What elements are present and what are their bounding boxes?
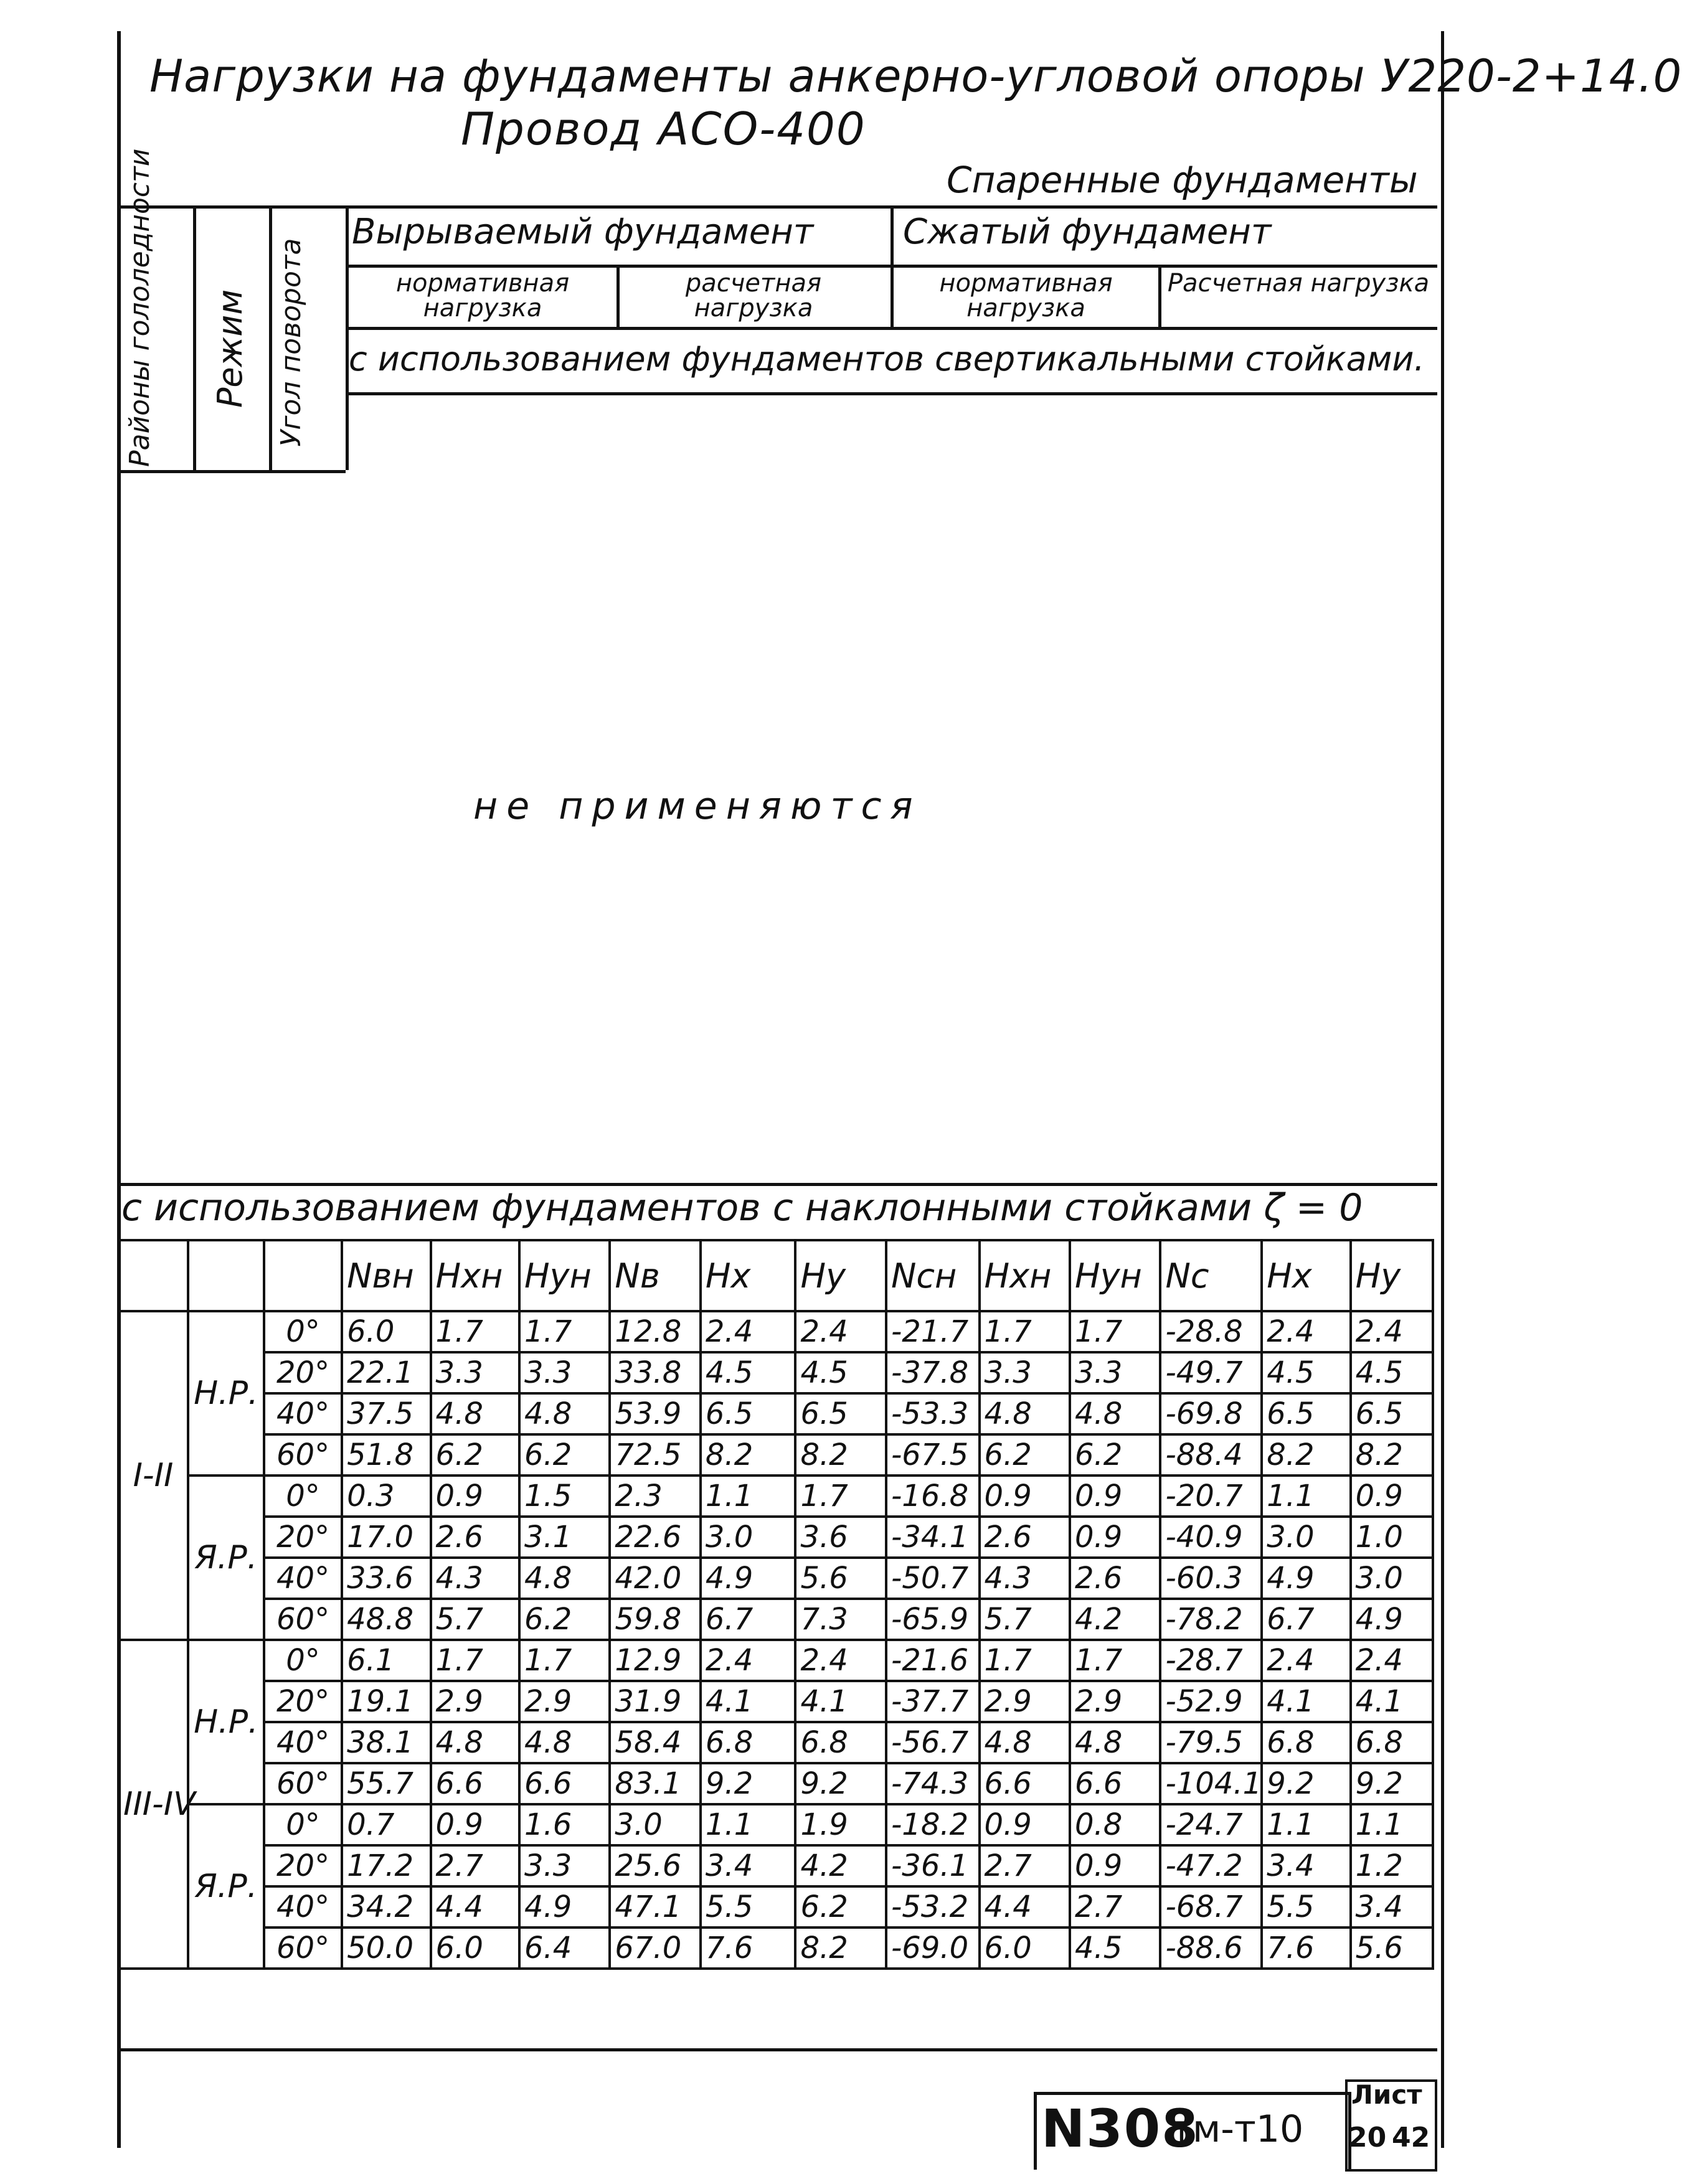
value-cell: 5.6 bbox=[795, 1558, 886, 1599]
col-header-nb: Nв bbox=[610, 1240, 700, 1311]
header-top-line bbox=[117, 205, 1437, 209]
value-cell: -69.8 bbox=[1160, 1393, 1262, 1434]
value-cell: 1.1 bbox=[1262, 1804, 1350, 1845]
col-header-nc: Nc bbox=[1160, 1240, 1262, 1311]
blank-header-cell bbox=[264, 1240, 342, 1311]
value-cell: 6.6 bbox=[980, 1763, 1070, 1804]
value-cell: 6.7 bbox=[1262, 1599, 1350, 1640]
value-cell: 4.5 bbox=[1262, 1352, 1350, 1393]
table-row bbox=[118, 1804, 1433, 1845]
value-cell: 0.9 bbox=[980, 1476, 1070, 1517]
value-cell: 6.8 bbox=[795, 1722, 886, 1763]
value-cell: 1.7 bbox=[431, 1640, 519, 1681]
value-cell: 50.0 bbox=[342, 1927, 430, 1969]
value-cell: 3.3 bbox=[431, 1352, 519, 1393]
design-load-header: расчетная нагрузка bbox=[685, 269, 822, 322]
region-cell: I-II bbox=[118, 1311, 188, 1640]
col-header-nb-normative: Nвн bbox=[342, 1240, 430, 1311]
value-cell: 4.5 bbox=[795, 1352, 886, 1393]
value-cell: 6.0 bbox=[980, 1927, 1070, 1969]
col-header-hy: Hy bbox=[795, 1240, 886, 1311]
value-cell: 4.1 bbox=[1351, 1681, 1433, 1722]
value-cell: 4.8 bbox=[431, 1393, 519, 1434]
value-cell: 3.0 bbox=[701, 1517, 796, 1558]
value-cell: 6.0 bbox=[431, 1927, 519, 1969]
value-cell: 9.2 bbox=[1351, 1763, 1433, 1804]
angle-cell: 40° bbox=[264, 1558, 342, 1599]
value-cell: 37.5 bbox=[342, 1393, 430, 1434]
value-cell: 0.9 bbox=[980, 1804, 1070, 1845]
value-cell: 5.7 bbox=[431, 1599, 519, 1640]
value-cell: -52.9 bbox=[1160, 1681, 1262, 1722]
angle-cell: 0° bbox=[264, 1311, 342, 1352]
value-cell: -60.3 bbox=[1160, 1558, 1262, 1599]
normative-load-header: нормативная нагрузка bbox=[395, 269, 570, 322]
value-cell: -88.4 bbox=[1160, 1434, 1262, 1476]
value-cell: 2.7 bbox=[980, 1845, 1070, 1886]
table-row bbox=[118, 1558, 1433, 1599]
table-row bbox=[118, 1763, 1433, 1804]
header-vline-right-sub bbox=[1158, 265, 1161, 327]
region-cell: III-IV bbox=[118, 1640, 188, 1969]
header-line-4 bbox=[346, 392, 1437, 395]
value-cell: 4.5 bbox=[1351, 1352, 1433, 1393]
angle-cell: 0° bbox=[264, 1804, 342, 1845]
value-cell: 1.6 bbox=[519, 1804, 610, 1845]
value-cell: 6.1 bbox=[342, 1640, 430, 1681]
table-row bbox=[118, 1845, 1433, 1886]
value-cell: 1.0 bbox=[1351, 1517, 1433, 1558]
table-row bbox=[118, 1476, 1433, 1517]
value-cell: 5.7 bbox=[980, 1599, 1070, 1640]
value-cell: -47.2 bbox=[1160, 1845, 1262, 1886]
header-vline-2 bbox=[269, 205, 272, 470]
angle-cell: 40° bbox=[264, 1886, 342, 1927]
vertical-posts-section-title: с использованием фундаментов свертикальными стойками. bbox=[349, 339, 1425, 379]
blank-header-cell bbox=[188, 1240, 264, 1311]
value-cell: 2.9 bbox=[980, 1681, 1070, 1722]
table-row bbox=[118, 1722, 1433, 1763]
value-cell: 3.6 bbox=[795, 1517, 886, 1558]
value-cell: 6.5 bbox=[795, 1393, 886, 1434]
col-header-hy-normative-c: Hyн bbox=[1070, 1240, 1160, 1311]
value-cell: 3.0 bbox=[1262, 1517, 1350, 1558]
table-row bbox=[118, 1640, 1433, 1681]
value-cell: 3.1 bbox=[519, 1517, 610, 1558]
value-cell: 2.4 bbox=[1351, 1640, 1433, 1681]
value-cell: 3.4 bbox=[701, 1845, 796, 1886]
value-cell: 4.1 bbox=[1262, 1681, 1350, 1722]
col-header-hy-c: Hy bbox=[1351, 1240, 1433, 1311]
value-cell: 1.7 bbox=[1070, 1640, 1160, 1681]
value-cell: 6.5 bbox=[1351, 1393, 1433, 1434]
table-row bbox=[118, 1434, 1433, 1476]
value-cell: 6.5 bbox=[701, 1393, 796, 1434]
loads-table bbox=[117, 1239, 1434, 1970]
value-cell: 22.1 bbox=[342, 1352, 430, 1393]
value-cell: 4.9 bbox=[1351, 1599, 1433, 1640]
value-cell: 2.4 bbox=[701, 1311, 796, 1352]
value-cell: 6.4 bbox=[519, 1927, 610, 1969]
value-cell: 1.1 bbox=[701, 1804, 796, 1845]
value-cell: 4.4 bbox=[980, 1886, 1070, 1927]
rotation-angle-label: Угол поворота bbox=[275, 238, 307, 447]
value-cell: 6.6 bbox=[431, 1763, 519, 1804]
col-header-hx-normative: Hxн bbox=[431, 1240, 519, 1311]
value-cell: 3.3 bbox=[519, 1352, 610, 1393]
value-cell: 1.7 bbox=[519, 1640, 610, 1681]
header-line-3 bbox=[346, 327, 1437, 330]
value-cell: 25.6 bbox=[610, 1845, 700, 1886]
not-used-note: не применяются bbox=[473, 784, 922, 828]
value-cell: 12.9 bbox=[610, 1640, 700, 1681]
stamp-top-line bbox=[117, 2048, 1437, 2051]
value-cell: 19.1 bbox=[342, 1681, 430, 1722]
value-cell: 8.2 bbox=[795, 1927, 886, 1969]
value-cell: -28.7 bbox=[1160, 1640, 1262, 1681]
angle-cell: 40° bbox=[264, 1393, 342, 1434]
value-cell: 38.1 bbox=[342, 1722, 430, 1763]
value-cell: 1.7 bbox=[1070, 1311, 1160, 1352]
sheet-total: 42 bbox=[1392, 2122, 1430, 2153]
value-cell: 4.8 bbox=[980, 1722, 1070, 1763]
value-cell: 3.3 bbox=[519, 1845, 610, 1886]
value-cell: 4.4 bbox=[431, 1886, 519, 1927]
value-cell: 2.9 bbox=[431, 1681, 519, 1722]
value-cell: 3.0 bbox=[1351, 1558, 1433, 1599]
value-cell: -36.1 bbox=[886, 1845, 980, 1886]
value-cell: -65.9 bbox=[886, 1599, 980, 1640]
value-cell: 2.9 bbox=[1070, 1681, 1160, 1722]
mode-cell: Н.Р. bbox=[188, 1311, 264, 1476]
angle-cell: 20° bbox=[264, 1681, 342, 1722]
value-cell: 3.0 bbox=[610, 1804, 700, 1845]
value-cell: 5.5 bbox=[701, 1886, 796, 1927]
angle-cell: 20° bbox=[264, 1352, 342, 1393]
page-title: Нагрузки на фундаменты анкерно-угловой опоры У220-2+14.0 bbox=[149, 50, 1682, 102]
value-cell: 6.6 bbox=[519, 1763, 610, 1804]
value-cell: 0.9 bbox=[1070, 1517, 1160, 1558]
pulled-foundation-header: Вырываемый фундамент bbox=[352, 212, 814, 252]
value-cell: 1.7 bbox=[519, 1311, 610, 1352]
value-cell: 6.8 bbox=[1262, 1722, 1350, 1763]
value-cell: 6.2 bbox=[519, 1434, 610, 1476]
compressed-foundation-header: Сжатый фундамент bbox=[903, 212, 1272, 252]
blank-header-cell bbox=[118, 1240, 188, 1311]
value-cell: 0.9 bbox=[1070, 1476, 1160, 1517]
value-cell: 4.1 bbox=[701, 1681, 796, 1722]
value-cell: -37.8 bbox=[886, 1352, 980, 1393]
normative-load-compressed-header: нормативная нагрузка bbox=[939, 269, 1113, 322]
value-cell: 5.6 bbox=[1351, 1927, 1433, 1969]
paired-foundations-label: Спаренные фундаменты bbox=[947, 159, 1418, 201]
drawing-number: N308 bbox=[1041, 2098, 1199, 2159]
value-cell: 53.9 bbox=[610, 1393, 700, 1434]
col-header-hx-normative-c: Hxн bbox=[980, 1240, 1070, 1311]
angle-cell: 60° bbox=[264, 1763, 342, 1804]
value-cell: 1.7 bbox=[431, 1311, 519, 1352]
value-cell: 4.3 bbox=[431, 1558, 519, 1599]
table-row bbox=[118, 1517, 1433, 1558]
table-row bbox=[118, 1393, 1433, 1434]
value-cell: -50.7 bbox=[886, 1558, 980, 1599]
header-vline-mid bbox=[891, 205, 894, 327]
value-cell: 1.7 bbox=[980, 1640, 1070, 1681]
value-cell: -53.2 bbox=[886, 1886, 980, 1927]
mode-cell: Я.Р. bbox=[188, 1804, 264, 1969]
value-cell: 4.8 bbox=[1070, 1722, 1160, 1763]
value-cell: 42.0 bbox=[610, 1558, 700, 1599]
value-cell: 9.2 bbox=[1262, 1763, 1350, 1804]
angle-cell: 60° bbox=[264, 1927, 342, 1969]
value-cell: 2.3 bbox=[610, 1476, 700, 1517]
value-cell: 6.2 bbox=[1070, 1434, 1160, 1476]
value-cell: 0.7 bbox=[342, 1804, 430, 1845]
value-cell: 1.1 bbox=[1262, 1476, 1350, 1517]
value-cell: 4.9 bbox=[519, 1886, 610, 1927]
angle-cell: 20° bbox=[264, 1845, 342, 1886]
value-cell: 31.9 bbox=[610, 1681, 700, 1722]
value-cell: 6.2 bbox=[431, 1434, 519, 1476]
value-cell: 2.4 bbox=[1351, 1311, 1433, 1352]
value-cell: 72.5 bbox=[610, 1434, 700, 1476]
value-cell: -24.7 bbox=[1160, 1804, 1262, 1845]
header-vline-left-sub bbox=[617, 265, 620, 327]
value-cell: 2.6 bbox=[980, 1517, 1070, 1558]
value-cell: 0.3 bbox=[342, 1476, 430, 1517]
value-cell: 6.2 bbox=[980, 1434, 1070, 1476]
value-cell: 1.7 bbox=[795, 1476, 886, 1517]
value-cell: 4.8 bbox=[519, 1558, 610, 1599]
table-row bbox=[118, 1886, 1433, 1927]
value-cell: 2.4 bbox=[701, 1640, 796, 1681]
value-cell: 6.6 bbox=[1070, 1763, 1160, 1804]
value-cell: -67.5 bbox=[886, 1434, 980, 1476]
value-cell: 8.2 bbox=[701, 1434, 796, 1476]
value-cell: 4.5 bbox=[1070, 1927, 1160, 1969]
header-vline-1 bbox=[193, 205, 196, 470]
table-row bbox=[118, 1599, 1433, 1640]
value-cell: -68.7 bbox=[1160, 1886, 1262, 1927]
value-cell: 4.8 bbox=[1070, 1393, 1160, 1434]
value-cell: 3.4 bbox=[1351, 1886, 1433, 1927]
value-cell: -69.0 bbox=[886, 1927, 980, 1969]
value-cell: -21.7 bbox=[886, 1311, 980, 1352]
value-cell: 8.2 bbox=[1351, 1434, 1433, 1476]
value-cell: 5.5 bbox=[1262, 1886, 1350, 1927]
value-cell: 6.5 bbox=[1262, 1393, 1350, 1434]
value-cell: -34.1 bbox=[886, 1517, 980, 1558]
value-cell: 1.2 bbox=[1351, 1845, 1433, 1886]
value-cell: -16.8 bbox=[886, 1476, 980, 1517]
value-cell: 33.6 bbox=[342, 1558, 430, 1599]
value-cell: 55.7 bbox=[342, 1763, 430, 1804]
value-cell: 22.6 bbox=[610, 1517, 700, 1558]
mode-label: Режим bbox=[210, 289, 250, 408]
value-cell: 0.9 bbox=[1070, 1845, 1160, 1886]
value-cell: 2.6 bbox=[1070, 1558, 1160, 1599]
sheet-label: Лист bbox=[1351, 2079, 1422, 2110]
angle-cell: 20° bbox=[264, 1517, 342, 1558]
value-cell: 4.8 bbox=[431, 1722, 519, 1763]
value-cell: 6.2 bbox=[519, 1599, 610, 1640]
value-cell: 2.4 bbox=[795, 1640, 886, 1681]
value-cell: 4.8 bbox=[519, 1722, 610, 1763]
value-cell: -53.3 bbox=[886, 1393, 980, 1434]
col-header-hx: Hx bbox=[701, 1240, 796, 1311]
value-cell: 59.8 bbox=[610, 1599, 700, 1640]
value-cell: 4.2 bbox=[795, 1845, 886, 1886]
value-cell: -40.9 bbox=[1160, 1517, 1262, 1558]
col-header-hy-normative: Hyн bbox=[519, 1240, 610, 1311]
value-cell: -79.5 bbox=[1160, 1722, 1262, 1763]
value-cell: 4.8 bbox=[980, 1393, 1070, 1434]
value-cell: 2.9 bbox=[519, 1681, 610, 1722]
value-cell: 12.8 bbox=[610, 1311, 700, 1352]
mode-cell: Я.Р. bbox=[188, 1476, 264, 1640]
value-cell: -78.2 bbox=[1160, 1599, 1262, 1640]
value-cell: -20.7 bbox=[1160, 1476, 1262, 1517]
header-vline-3 bbox=[346, 205, 349, 470]
value-cell: 33.8 bbox=[610, 1352, 700, 1393]
value-cell: 2.4 bbox=[1262, 1311, 1350, 1352]
value-cell: -21.6 bbox=[886, 1640, 980, 1681]
inclined-posts-section-title: с использованием фундаментов с наклонными стойками ζ = 0 bbox=[121, 1186, 1363, 1230]
value-cell: 3.3 bbox=[1070, 1352, 1160, 1393]
sheet-number: 20 bbox=[1348, 2122, 1387, 2153]
value-cell: 2.7 bbox=[431, 1845, 519, 1886]
value-cell: -49.7 bbox=[1160, 1352, 1262, 1393]
value-cell: 6.7 bbox=[701, 1599, 796, 1640]
value-cell: 3.3 bbox=[980, 1352, 1070, 1393]
value-cell: 1.1 bbox=[701, 1476, 796, 1517]
value-cell: 4.1 bbox=[795, 1681, 886, 1722]
value-cell: 51.8 bbox=[342, 1434, 430, 1476]
value-cell: -74.3 bbox=[886, 1763, 980, 1804]
value-cell: 58.4 bbox=[610, 1722, 700, 1763]
ice-regions-label: Районы гололедности bbox=[124, 148, 156, 467]
angle-cell: 60° bbox=[264, 1599, 342, 1640]
table-row bbox=[118, 1311, 1433, 1352]
value-cell: 8.2 bbox=[795, 1434, 886, 1476]
value-cell: 1.7 bbox=[980, 1311, 1070, 1352]
value-cell: -88.6 bbox=[1160, 1927, 1262, 1969]
value-cell: -37.7 bbox=[886, 1681, 980, 1722]
value-cell: 7.6 bbox=[1262, 1927, 1350, 1969]
value-cell: 9.2 bbox=[795, 1763, 886, 1804]
value-cell: 0.9 bbox=[431, 1804, 519, 1845]
value-cell: 7.6 bbox=[701, 1927, 796, 1969]
design-load-compressed-header: Расчетная нагрузка bbox=[1167, 269, 1430, 298]
col-header-hx-c: Hx bbox=[1262, 1240, 1350, 1311]
value-cell: 2.4 bbox=[1262, 1640, 1350, 1681]
wire-title: Провод АСО-400 bbox=[461, 103, 866, 155]
value-cell: 4.9 bbox=[1262, 1558, 1350, 1599]
value-cell: 9.2 bbox=[701, 1763, 796, 1804]
value-cell: 3.4 bbox=[1262, 1845, 1350, 1886]
angle-cell: 0° bbox=[264, 1476, 342, 1517]
value-cell: 4.8 bbox=[519, 1393, 610, 1434]
value-cell: 17.0 bbox=[342, 1517, 430, 1558]
value-cell: -18.2 bbox=[886, 1804, 980, 1845]
value-cell: 17.2 bbox=[342, 1845, 430, 1886]
angle-cell: 0° bbox=[264, 1640, 342, 1681]
value-cell: 1.9 bbox=[795, 1804, 886, 1845]
value-cell: 2.4 bbox=[795, 1311, 886, 1352]
value-cell: -56.7 bbox=[886, 1722, 980, 1763]
value-cell: 4.3 bbox=[980, 1558, 1070, 1599]
loads-header-row bbox=[118, 1240, 1433, 1311]
value-cell: 2.7 bbox=[1070, 1886, 1160, 1927]
value-cell: 67.0 bbox=[610, 1927, 700, 1969]
value-cell: 6.8 bbox=[701, 1722, 796, 1763]
value-cell: 7.3 bbox=[795, 1599, 886, 1640]
value-cell: 0.9 bbox=[431, 1476, 519, 1517]
value-cell: 83.1 bbox=[610, 1763, 700, 1804]
value-cell: 2.6 bbox=[431, 1517, 519, 1558]
mode-cell: Н.Р. bbox=[188, 1640, 264, 1804]
drawing-code: тм-т10 bbox=[1171, 2107, 1304, 2151]
value-cell: 8.2 bbox=[1262, 1434, 1350, 1476]
value-cell: 4.5 bbox=[701, 1352, 796, 1393]
value-cell: -104.1 bbox=[1160, 1763, 1262, 1804]
value-cell: 0.9 bbox=[1351, 1476, 1433, 1517]
angle-cell: 60° bbox=[264, 1434, 342, 1476]
value-cell: 47.1 bbox=[610, 1886, 700, 1927]
value-cell: 6.2 bbox=[795, 1886, 886, 1927]
col-header-nc-normative: Ncн bbox=[886, 1240, 980, 1311]
value-cell: 4.2 bbox=[1070, 1599, 1160, 1640]
value-cell: 6.8 bbox=[1351, 1722, 1433, 1763]
value-cell: 4.9 bbox=[701, 1558, 796, 1599]
value-cell: 0.8 bbox=[1070, 1804, 1160, 1845]
table-row bbox=[118, 1681, 1433, 1722]
table-row bbox=[118, 1352, 1433, 1393]
value-cell: 6.0 bbox=[342, 1311, 430, 1352]
value-cell: -28.8 bbox=[1160, 1311, 1262, 1352]
value-cell: 1.1 bbox=[1351, 1804, 1433, 1845]
angle-cell: 40° bbox=[264, 1722, 342, 1763]
table-row bbox=[118, 1927, 1433, 1969]
value-cell: 34.2 bbox=[342, 1886, 430, 1927]
loads-body bbox=[118, 1311, 1433, 1969]
value-cell: 1.5 bbox=[519, 1476, 610, 1517]
value-cell: 48.8 bbox=[342, 1599, 430, 1640]
